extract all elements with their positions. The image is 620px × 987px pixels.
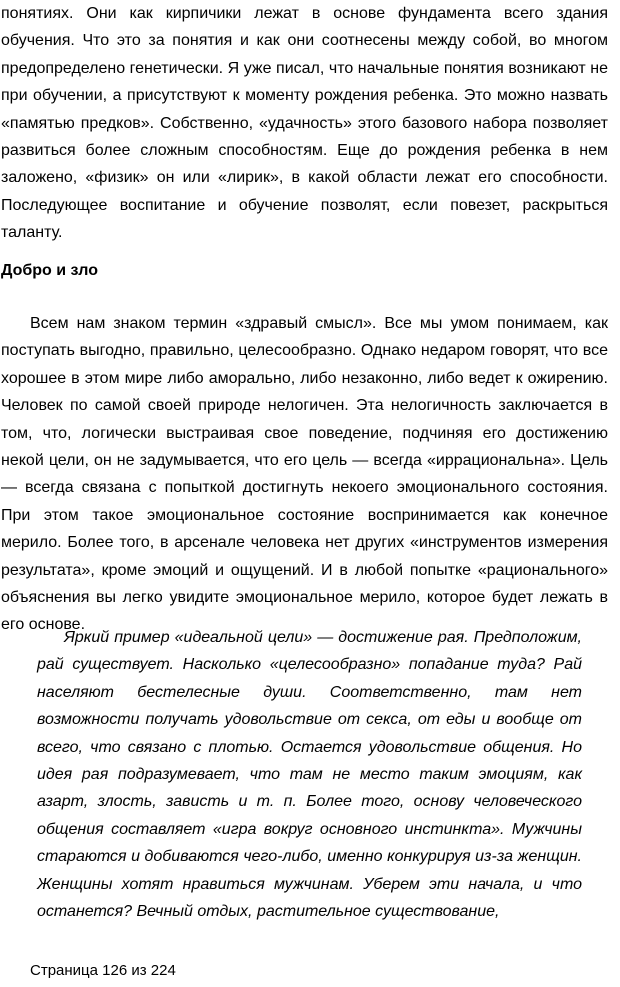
section-heading: Добро и зло [1, 262, 98, 279]
paragraph-continuation: понятиях. Они как кирпичики лежат в основе фундамента всего здания обучения. Что это за понятия и как они соотнесены между собой, во многом предопределено генетически. Я уже писал, что начальные понятия возникают не при обучении, а присутствуют к моменту рождения ребенка. Это можно назвать «памятью предков». Собственно, «удачность» этого базового набора позволяет развиться более сложным способностям. Еще до рождения ребенка в нем заложено, «физик» он или «лирик», в какой области лежат его способности. Последующее воспитание и обучение позволят, если повезет, раскрыться таланту. [1, 5, 608, 242]
paragraph-body: Всем нам знаком термин «здравый смысл». Все мы умом понимаем, как поступать выгодно, правильно, целесообразно. Однако недаром говорят, что все хорошее в этом мире либо аморально, либо незаконно, либо ведет к ожирению. Человек по самой своей природе нелогичен. Эта нелогичность заключается в том, что, логически выстраивая свое поведение, подчиняя его достижению некой цели, он не задумывается, что его цель — всегда «иррациональна». Цель — всегда связана с попыткой достигнуть некоего эмоционального состояния. При этом такое эмоциональное состояние воспринимается как конечное мерило. Более того, в арсенале человека нет других «инструментов измерения результата», кроме эмоций и ощущений. И в любой попытке «рационального» объяснения вы легко увидите эмоциональное мерило, которое будет лежать в его основе. [1, 315, 608, 634]
quote-block: Яркий пример «идеальной цели» — достижение рая. Предположим, рай существует. Насколько «целесообразно» попадание туда? Рай населяют бестелесные души. Соответственно, там нет возможности получать удовольствие от секса, от еды и вообще от всего, что связано с плотью. Остается удовольствие общения. Но идея рая подразумевает, что там не место таким эмоциям, как азарт, злость, зависть и т. п. Более того, основу человеческого общения составляет «игра вокруг основного инстинкта». Мужчины стараются и добиваются чего-либо, именно конкурируя из-за женщин. Женщины хотят нравиться мужчинам. Уберем эти начала, и что останется? Вечный отдых, растительное существование, [37, 629, 582, 921]
page-number-footer: Страница 126 из 224 [30, 962, 176, 979]
